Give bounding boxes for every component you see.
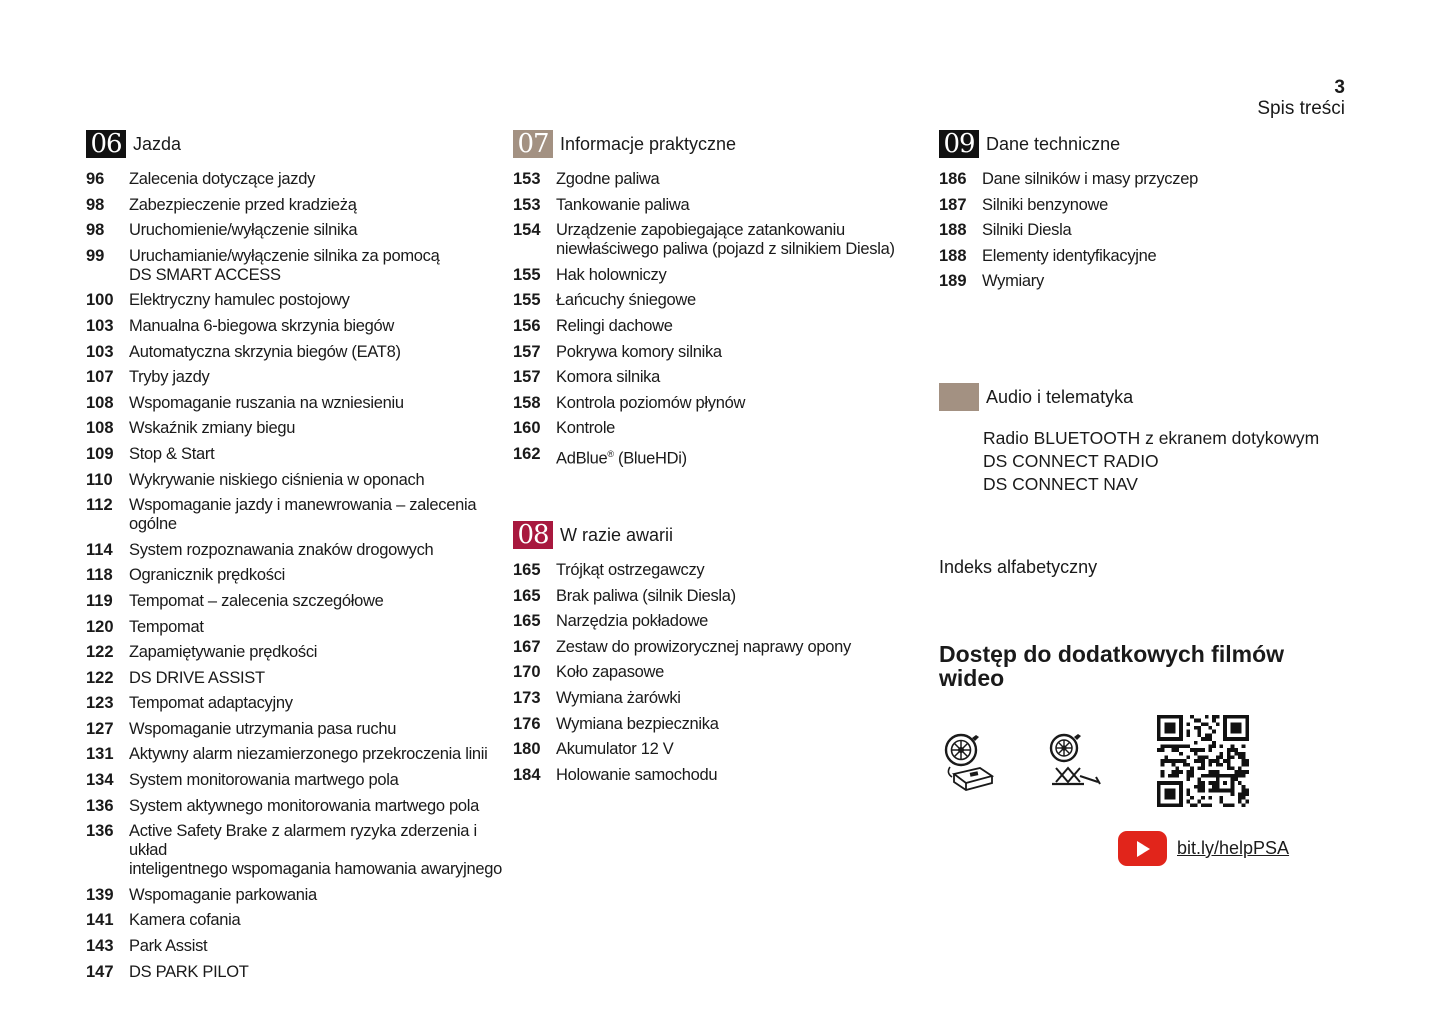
toc-entry-label: Wymiana bezpiecznika	[556, 714, 719, 733]
toc-entry-label: Aktywny alarm niezamierzonego przekroczenia linii	[129, 745, 488, 764]
toc-entry[interactable]	[86, 343, 506, 362]
toc-page-number: 114	[86, 540, 113, 559]
toc-entry[interactable]	[939, 272, 1359, 291]
toc-list	[513, 170, 933, 468]
section-title: Dane techniczne	[986, 133, 1121, 154]
toc-page-number: 139	[86, 885, 114, 904]
toc-entry-label: Manualna 6-biegowa skrzynia biegów	[129, 316, 394, 335]
toc-entry[interactable]	[513, 689, 933, 708]
toc-entry-label: Wspomaganie jazdy i manewrowania – zalecenia ogólne	[129, 496, 477, 534]
toc-page-number: 186	[939, 170, 967, 188]
toc-entry[interactable]	[513, 766, 933, 785]
toc-entry-label: Park Assist	[129, 937, 208, 956]
toc-page-number: 141	[86, 911, 114, 930]
toc-entry[interactable]	[86, 317, 506, 336]
toc-entry[interactable]	[86, 170, 506, 189]
toc-entry-label: Silniki Diesla	[982, 221, 1072, 240]
toc-page-number: 119	[86, 591, 113, 610]
toc-entry[interactable]	[513, 740, 933, 759]
toc-entry[interactable]	[513, 196, 933, 215]
toc-page-number: 143	[86, 937, 114, 956]
toc-page-number: 173	[513, 688, 541, 707]
section-title: W razie awarii	[560, 524, 674, 545]
toc-entry[interactable]	[513, 419, 933, 438]
toc-entry[interactable]	[513, 638, 933, 657]
toc-entry-label: Dane silników i masy przyczep	[982, 170, 1198, 188]
toc-entry[interactable]	[86, 669, 506, 688]
toc-page-number: 153	[513, 170, 541, 188]
audio-item[interactable]: DS CONNECT NAV	[983, 474, 1138, 494]
section-title: Jazda	[133, 133, 182, 154]
toc-entry-label: Ogranicznik prędkości	[129, 566, 286, 585]
toc-entry[interactable]	[513, 445, 933, 469]
toc-entry-label: System aktywnego monitorowania martwego pola	[129, 796, 479, 815]
tyre-repair-kit-icon	[942, 732, 994, 792]
toc-entry-label: Wspomaganie parkowania	[129, 885, 317, 904]
alphabetical-index-link[interactable]: Indeks alfabetyczny	[939, 557, 1098, 577]
toc-entry[interactable]	[86, 541, 506, 560]
audio-section-title: Audio i telematyka	[986, 386, 1134, 407]
toc-entry[interactable]	[86, 745, 506, 764]
toc-entry-label: Wykrywanie niskiego ciśnienia w oponach	[129, 470, 425, 489]
section-number: 08	[513, 521, 553, 549]
toc-page-number: 157	[513, 342, 541, 361]
videos-heading: Dostęp do dodatkowych filmów wideo	[939, 641, 1285, 691]
toc-entry[interactable]	[86, 937, 506, 956]
toc-entry-label: Trójkąt ostrzegawczy	[556, 561, 705, 579]
help-video-link[interactable]: bit.ly/helpPSA	[1177, 838, 1290, 858]
toc-page-number: 188	[939, 246, 967, 265]
toc-entry[interactable]	[86, 643, 506, 662]
toc-entry-label: Urządzenie zapobiegające zatankowaniu niewłaściwego paliwa (pojazd z silnikiem Diesla)	[556, 221, 895, 259]
toc-entry-label: Active Safety Brake z alarmem ryzyka zderzenia i układ inteligentnego wspomagania hamowania awaryjnego	[129, 822, 502, 879]
section-header	[86, 130, 506, 158]
toc-entry-label: Zalecenia dotyczące jazdy	[129, 170, 316, 188]
toc-entry-label: Wskaźnik zmiany biegu	[129, 419, 296, 438]
toc-entry-label: Tankowanie paliwa	[556, 195, 690, 214]
toc-entry[interactable]	[86, 592, 506, 611]
toc-entry[interactable]	[513, 343, 933, 362]
toc-entry[interactable]	[939, 170, 1359, 189]
toc-entry[interactable]	[513, 394, 933, 413]
toc-entry-label: Wymiana żarówki	[556, 688, 681, 707]
section-number: 09	[939, 130, 979, 158]
qr-code-icon[interactable]	[1157, 715, 1249, 807]
toc-page-number: 136	[86, 822, 114, 841]
toc-page-number: 96	[86, 170, 105, 188]
toc-page-number: 189	[939, 272, 967, 291]
section-07	[513, 130, 933, 475]
audio-item[interactable]: Radio BLUETOOTH z ekranem dotykowym	[983, 428, 1320, 448]
toc-entry-label: Koło zapasowe	[556, 663, 665, 682]
section-header	[939, 130, 1359, 158]
toc-entry-label: AdBlue® (BlueHDi)	[556, 448, 687, 468]
toc-page-number: 187	[939, 195, 967, 214]
toc-entry[interactable]	[86, 471, 506, 490]
toc-entry-label: System monitorowania martwego pola	[129, 771, 399, 790]
toc-entry[interactable]	[86, 419, 506, 438]
section-08	[513, 521, 933, 791]
toc-entry-label: Holowanie samochodu	[556, 765, 718, 784]
toc-entry-label: Elementy identyfikacyjne	[982, 246, 1157, 265]
toc-page-number: 122	[86, 643, 114, 662]
youtube-icon[interactable]	[1118, 831, 1167, 866]
toc-entry-label: Kontrola poziomów płynów	[556, 393, 746, 412]
toc-entry[interactable]	[86, 822, 506, 879]
toc-entry-label: Zgodne paliwa	[556, 170, 660, 188]
toc-entry-label: Uruchamianie/wyłączenie silnika za pomocą DS SMART ACCESS	[129, 246, 440, 284]
toc-entry[interactable]	[513, 266, 933, 285]
toc-page-number: 153	[513, 195, 541, 214]
toc-page-number: 112	[86, 496, 113, 515]
toc-entry[interactable]	[86, 694, 506, 713]
toc-page-number: 127	[86, 719, 114, 738]
toc-entry-label: Komora silnika	[556, 368, 661, 387]
toc-page-number: 134	[86, 771, 114, 790]
toc-entry-label: Elektryczny hamulec postojowy	[129, 291, 350, 310]
toc-entry[interactable]	[86, 963, 506, 982]
page-header	[1257, 78, 1345, 120]
toc-entry-label: Zabezpieczenie przed kradzieżą	[129, 195, 357, 214]
toc-page-number: 167	[513, 637, 541, 656]
toc-page-number: 108	[86, 393, 114, 412]
toc-entry-label: Brak paliwa (silnik Diesla)	[556, 586, 736, 605]
toc-page-number: 165	[513, 612, 541, 631]
toc-entry-label: DS PARK PILOT	[129, 962, 249, 981]
toc-entry[interactable]	[513, 612, 933, 631]
toc-entry-label: Narzędzia pokładowe	[556, 612, 709, 631]
toc-entry[interactable]	[86, 771, 506, 790]
toc-page-number: 154	[513, 221, 541, 240]
toc-page-number: 157	[513, 368, 541, 387]
toc-entry-label: Tempomat	[129, 617, 204, 636]
toc-entry-label: Relingi dachowe	[556, 316, 673, 335]
toc-page-number: 107	[86, 368, 114, 387]
page-number: 3	[1334, 77, 1345, 98]
toc-page-number: 158	[513, 393, 541, 412]
toc-page-number: 165	[513, 561, 541, 579]
toc-entry-label: Wspomaganie utrzymania pasa ruchu	[129, 719, 397, 738]
toc-entry[interactable]	[86, 886, 506, 905]
toc-entry[interactable]	[86, 797, 506, 816]
audio-color-block	[939, 383, 979, 411]
toc-page-number: 155	[513, 291, 541, 310]
toc-page-number: 188	[939, 221, 967, 240]
toc-entry[interactable]	[86, 196, 506, 215]
toc-entry-label: Hak holowniczy	[556, 265, 667, 284]
toc-entry-label: Silniki benzynowe	[982, 195, 1109, 214]
toc-page-number: 100	[86, 291, 114, 310]
toc-entry-label: Tempomat – zalecenia szczegółowe	[129, 591, 384, 610]
toc-entry[interactable]	[513, 170, 933, 189]
section-title: Informacje praktyczne	[560, 133, 737, 154]
toc-page-number: 108	[86, 419, 114, 438]
toc-entry-label: DS DRIVE ASSIST	[129, 668, 265, 687]
toc-page-number: 184	[513, 765, 541, 784]
audio-list	[983, 427, 1319, 496]
toc-page-number: 170	[513, 663, 541, 682]
toc-entry-label: Wymiary	[982, 272, 1044, 291]
section-header	[513, 521, 933, 549]
toc-entry[interactable]	[86, 720, 506, 739]
toc-page-number: 109	[86, 444, 114, 463]
toc-entry-label: Łańcuchy śniegowe	[556, 291, 696, 310]
section-number: 06	[86, 130, 126, 158]
page-title: Spis treści	[1257, 98, 1345, 119]
toc-entry-label: Automatyczna skrzynia biegów (EAT8)	[129, 342, 401, 361]
toc-entry[interactable]	[513, 561, 933, 580]
toc-entry[interactable]	[86, 496, 506, 534]
toc-page-number: 136	[86, 796, 114, 815]
toc-page-number: 99	[86, 246, 105, 265]
toc-entry[interactable]	[86, 368, 506, 387]
toc-entry-label: Stop & Start	[129, 444, 215, 463]
toc-list	[86, 170, 506, 982]
toc-entry-label: Zestaw do prowizorycznej naprawy opony	[556, 637, 851, 656]
toc-page-number: 176	[513, 714, 541, 733]
toc-entry[interactable]	[939, 221, 1359, 240]
toc-page-number: 122	[86, 668, 114, 687]
toc-list	[513, 561, 933, 785]
toc-entry-label: Pokrywa komory silnika	[556, 342, 722, 361]
section-06	[86, 130, 506, 988]
toc-page-number: 162	[513, 444, 541, 463]
toc-entry[interactable]	[86, 566, 506, 585]
audio-section-header	[939, 383, 1133, 411]
toc-page-number: 155	[513, 265, 541, 284]
wheel-jack-icon	[1046, 732, 1104, 790]
toc-page-number: 103	[86, 316, 114, 335]
toc-page-number: 118	[86, 566, 113, 585]
toc-entry[interactable]	[513, 221, 933, 259]
audio-item[interactable]: DS CONNECT RADIO	[983, 451, 1159, 471]
toc-page-number: 160	[513, 419, 541, 438]
toc-entry[interactable]	[513, 715, 933, 734]
toc-entry-label: Uruchomienie/wyłączenie silnika	[129, 221, 358, 240]
toc-entry[interactable]	[86, 618, 506, 637]
toc-page-number: 120	[86, 617, 114, 636]
toc-entry-label: System rozpoznawania znaków drogowych	[129, 540, 434, 559]
toc-entry[interactable]	[86, 911, 506, 930]
registered-mark: ®	[607, 448, 614, 459]
toc-page-number: 165	[513, 586, 541, 605]
toc-entry[interactable]	[86, 221, 506, 240]
toc-entry-label: Kamera cofania	[129, 911, 241, 930]
toc-entry-label: Akumulator 12 V	[556, 740, 674, 759]
toc-entry-label: Tempomat adaptacyjny	[129, 694, 293, 713]
toc-page-number: 103	[86, 342, 114, 361]
toc-page-number: 98	[86, 221, 105, 240]
toc-entry[interactable]	[939, 196, 1359, 215]
toc-page-number: 98	[86, 195, 105, 214]
toc-entry[interactable]	[513, 587, 933, 606]
toc-entry[interactable]	[86, 445, 506, 464]
toc-page-number: 131	[86, 745, 114, 764]
toc-entry[interactable]	[513, 368, 933, 387]
toc-entry-label: Wspomaganie ruszania na wzniesieniu	[129, 393, 404, 412]
toc-entry-label: Kontrole	[556, 419, 616, 438]
toc-list	[939, 170, 1359, 291]
section-number: 07	[513, 130, 553, 158]
toc-page-number: 156	[513, 316, 541, 335]
section-09	[939, 130, 1359, 298]
toc-entry[interactable]	[513, 663, 933, 682]
toc-entry[interactable]	[86, 291, 506, 310]
section-header	[513, 130, 933, 158]
toc-page-number: 123	[86, 694, 114, 713]
toc-entry[interactable]	[513, 317, 933, 336]
toc-entry[interactable]	[513, 291, 933, 310]
toc-entry[interactable]	[86, 247, 506, 285]
toc-page-number: 147	[86, 962, 114, 981]
toc-entry[interactable]	[86, 394, 506, 413]
toc-entry-label: Tryby jazdy	[129, 368, 210, 387]
toc-entry[interactable]	[939, 247, 1359, 266]
toc-page-number: 110	[86, 470, 113, 489]
toc-page-number: 180	[513, 740, 541, 759]
toc-entry-label: Zapamiętywanie prędkości	[129, 643, 318, 662]
